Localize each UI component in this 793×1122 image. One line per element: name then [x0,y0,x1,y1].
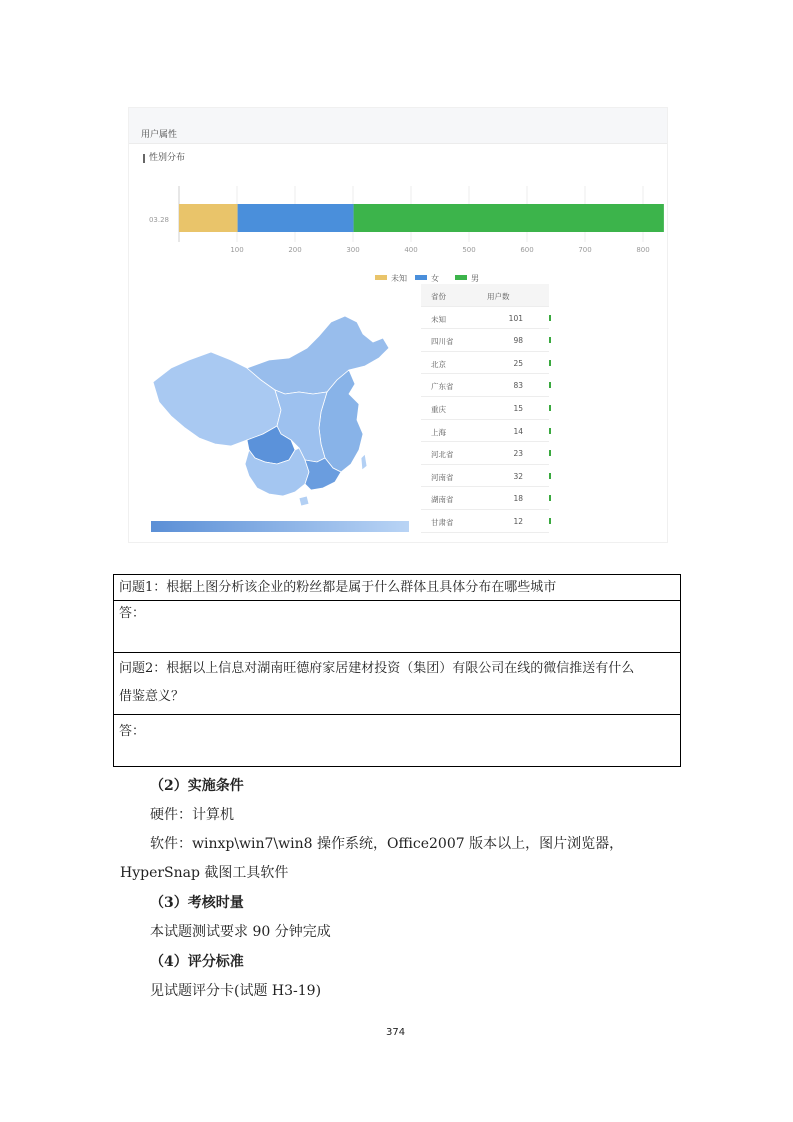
table-row [421,442,549,465]
question-2-line-1: 问题2：根据以上信息对湖南旺德府家居建材投资（集团）有限公司在线的微信推送有什么 [119,661,635,676]
legend-label: 男 [471,274,479,283]
table-row [421,397,549,420]
user-count: 15 [513,403,523,413]
user-count-bar [549,428,551,434]
table-row [421,329,549,352]
table-row [421,510,549,533]
criteria-text: 见试题评分卡(试题 H3-19) [150,983,322,999]
section-title: 性别分布 [143,154,185,163]
x-tick-label: 500 [462,246,476,254]
software-text-line-1: 软件：winxp\win7\win8 操作系统，Office2007 版本以上，图片浏览器， [150,836,624,852]
province-name: 上海 [431,427,446,437]
province-table [421,284,549,533]
user-count-bar [549,473,551,479]
user-attributes-panel [128,107,668,543]
table-row [421,465,549,488]
province-header: 省份 [431,292,446,301]
province-name: 广东省 [431,382,454,392]
user-count: 23 [513,449,523,459]
time-text: 本试题测试要求 90 分钟完成 [150,924,331,940]
heading-conditions: （2）实施条件 [150,778,244,794]
table-row [421,374,549,397]
table-row [421,307,549,330]
province-name: 重庆 [431,404,446,414]
legend-swatch [375,275,387,280]
legend-swatch [455,275,467,280]
table-header [421,284,549,307]
heading-time: （3）考核时量 [150,895,244,911]
province-name: 河北省 [431,450,454,460]
user-count: 83 [513,381,523,391]
user-count-bar [549,315,551,321]
china-map [149,308,411,518]
answer-1-row [114,601,680,653]
panel-header [129,108,668,144]
user-count: 12 [513,516,523,526]
table-row [421,487,549,510]
x-tick-label: 600 [520,246,534,254]
hardware-text: 硬件：计算机 [150,807,234,823]
page-number: 374 [386,1027,406,1038]
question-1: 问题1：根据上图分析该企业的粉丝都是属于什么群体且具体分布在哪些城市 [119,580,557,595]
question-table [113,574,681,767]
x-tick-label: 700 [578,246,592,254]
legend-swatch [415,275,427,280]
province-name: 北京 [431,359,446,369]
bar-1 [238,204,354,232]
map-region-north [247,316,389,394]
user-count: 32 [513,471,523,481]
user-count-bar [549,360,551,366]
x-tick-label: 100 [230,246,244,254]
x-tick-label: 400 [404,246,418,254]
province-name: 四川省 [431,337,454,347]
table-row [421,352,549,375]
question-1-row [114,575,680,601]
answer-1-label: 答： [119,606,146,621]
answer-2-row [114,715,680,768]
legend-label: 女 [431,274,439,283]
user-count-bar [549,518,551,524]
category-label: 03.28 [148,216,169,224]
user-count: 25 [513,358,523,368]
x-tick-label: 800 [636,246,650,254]
user-count: 14 [513,426,523,436]
user-count: 101 [508,313,523,323]
user-count-bar [549,337,551,343]
x-tick-label: 200 [288,246,302,254]
user-count-bar [549,495,551,501]
map-color-scale [151,521,409,532]
panel-title: 用户属性 [141,130,178,140]
province-name: 甘肃省 [431,517,454,527]
user-count: 18 [513,494,523,504]
user-count-bar [549,450,551,456]
map-region-taiwan [361,454,367,470]
heading-criteria: （4）评分标准 [150,954,244,970]
table-row [421,420,549,443]
question-2-row [114,653,680,715]
province-name: 未知 [431,314,446,324]
province-name: 河南省 [431,472,454,482]
map-region-hainan [299,496,309,506]
gender-bar-chart [129,168,668,298]
province-name: 湖南省 [431,495,454,505]
bar-0 [179,204,238,232]
x-tick-label: 300 [346,246,360,254]
user-count-bar [549,405,551,411]
bar-2 [354,204,664,232]
user-count: 98 [513,336,523,346]
answer-2-label: 答： [119,724,146,739]
software-text-line-2: HyperSnap 截图工具软件 [120,865,289,881]
question-2-line-2: 借鉴意义？ [119,689,185,704]
legend-label: 未知 [391,274,407,283]
users-header[interactable]: 用户数 [487,292,510,301]
user-count-bar [549,382,551,388]
